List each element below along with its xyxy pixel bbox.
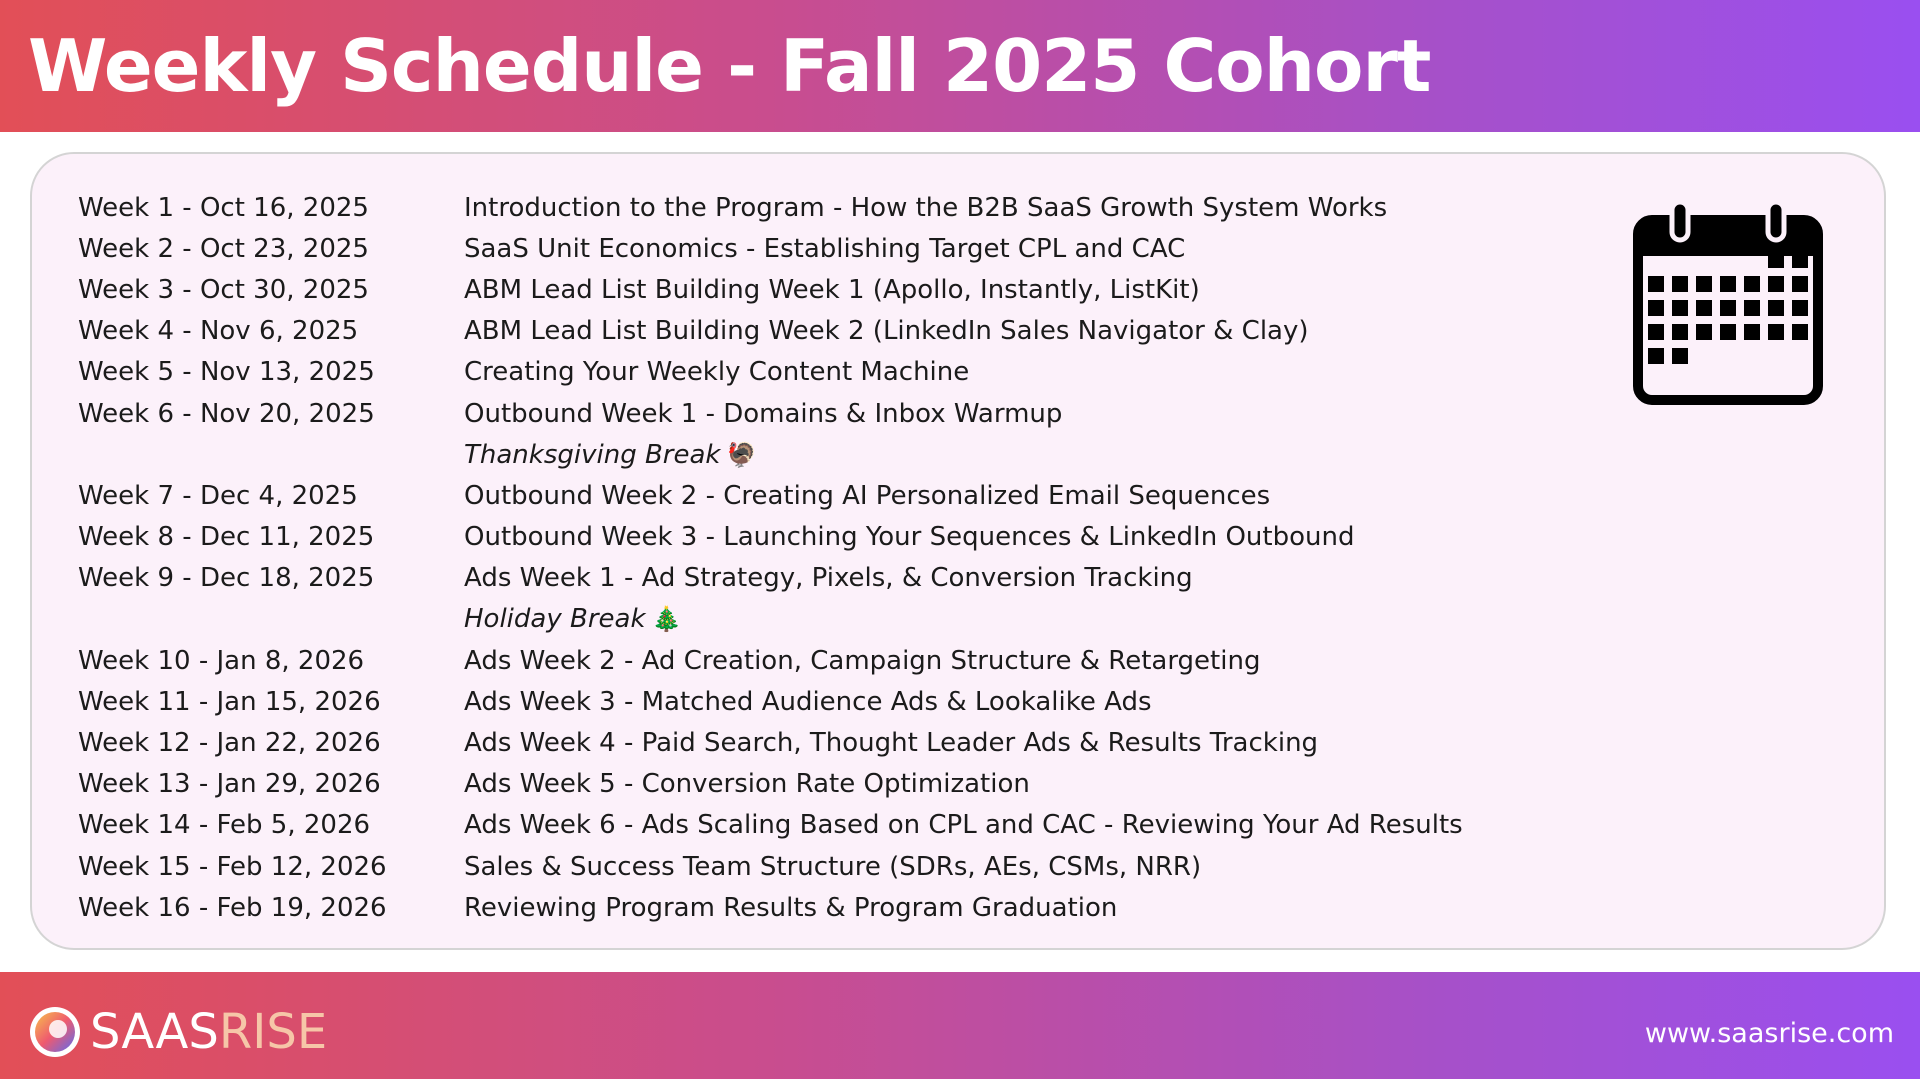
schedule-row [78,887,1478,928]
topic-text: Outbound Week 1 - Domains & Inbox Warmup [464,398,1063,429]
week-date: Week 10 - Jan 8, 2026 [78,645,365,676]
week-topic [464,193,1387,223]
calendar-day-cell [1672,348,1688,364]
calendar-day-cell [1648,276,1664,292]
week-topic [464,893,1117,923]
week-date: Week 12 - Jan 22, 2026 [78,728,381,759]
week-date: Week 9 - Dec 18, 2025 [78,563,375,594]
header-banner [0,0,1920,132]
schedule-row [78,558,1478,599]
calendar-day-cell [1792,324,1808,340]
schedule-row [78,764,1478,805]
schedule-row [78,393,1478,434]
schedule-row [78,311,1478,352]
week-date: Week 5 - Nov 13, 2025 [78,357,375,388]
website-url[interactable]: www.saasrise.com [1644,1018,1894,1049]
week-date: Week 15 - Feb 12, 2026 [78,851,387,882]
week-topic [464,316,1309,346]
topic-text: Ads Week 2 - Ad Creation, Campaign Structure & Retargeting [464,645,1261,676]
topic-text: Thanksgiving Break [464,439,721,470]
week-date: Week 8 - Dec 11, 2025 [78,522,375,553]
week-date: Week 3 - Oct 30, 2025 [78,274,369,305]
week-topic [464,810,1463,840]
week-date: Week 1 - Oct 16, 2025 [78,192,369,223]
christmas-tree-icon: 🎄 [651,605,682,634]
schedule-row [78,846,1478,887]
topic-text: Ads Week 4 - Paid Search, Thought Leader Ads & Results Tracking [464,728,1319,759]
calendar-day-cell [1696,324,1712,340]
calendar-day-cell [1744,276,1760,292]
week-date: Week 11 - Jan 15, 2026 [78,686,381,717]
week-topic [464,481,1270,511]
week-topic [464,522,1354,552]
schedule-row [78,681,1478,722]
turkey-icon: 🦃 [726,440,757,469]
calendar-day-cell [1672,300,1688,316]
week-topic [464,728,1318,758]
week-topic [464,563,1193,593]
topic-text: SaaS Unit Economics - Establishing Target CPL and CAC [464,233,1186,264]
week-date: Week 13 - Jan 29, 2026 [78,769,381,800]
topic-text: Reviewing Program Results & Program Graduation [464,892,1118,923]
week-topic [464,852,1201,882]
schedule-row [78,517,1478,558]
calendar-icon [1632,196,1824,406]
calendar-day-cell [1792,276,1808,292]
topic-text: Outbound Week 3 - Launching Your Sequences & LinkedIn Outbound [464,522,1355,553]
schedule-break-row [78,434,1478,475]
topic-text: Introduction to the Program - How the B2B SaaS Growth System Works [464,192,1388,223]
calendar-day-cell [1792,300,1808,316]
week-topic [464,234,1185,264]
schedule-row [78,722,1478,763]
break-label [464,604,681,634]
week-date: Week 16 - Feb 19, 2026 [78,892,387,923]
week-date: Week 7 - Dec 4, 2025 [78,480,358,511]
topic-text: Sales & Success Team Structure (SDRs, AEs, CSMs, NRR) [464,851,1202,882]
calendar-day-cell [1792,252,1808,268]
calendar-day-cell [1672,324,1688,340]
saasrise-logo-icon [28,1005,82,1059]
calendar-day-cell [1648,324,1664,340]
topic-text: ABM Lead List Building Week 1 (Apollo, Instantly, ListKit) [464,274,1200,305]
week-topic [464,275,1200,305]
topic-text: Ads Week 5 - Conversion Rate Optimization [464,769,1030,800]
schedule-row [78,228,1478,269]
week-date: Week 14 - Feb 5, 2026 [78,810,371,841]
calendar-day-cell [1696,276,1712,292]
topic-text: Ads Week 1 - Ad Strategy, Pixels, & Conversion Tracking [464,563,1193,594]
week-date: Week 2 - Oct 23, 2025 [78,233,369,264]
week-topic [464,357,969,387]
schedule-row [78,269,1478,310]
topic-text: Creating Your Weekly Content Machine [464,357,970,388]
calendar-day-cell [1672,276,1688,292]
week-date: Week 4 - Nov 6, 2025 [78,316,359,347]
calendar-day-cell [1720,324,1736,340]
calendar-day-cell [1744,300,1760,316]
week-topic [464,687,1152,717]
calendar-day-cell [1696,300,1712,316]
schedule-break-row [78,599,1478,640]
schedule-row [78,475,1478,516]
week-date: Week 6 - Nov 20, 2025 [78,398,375,429]
topic-text: Ads Week 3 - Matched Audience Ads & Lookalike Ads [464,686,1152,717]
schedule-row [78,352,1478,393]
topic-text: Ads Week 6 - Ads Scaling Based on CPL and CAC - Reviewing Your Ad Results [464,810,1463,841]
break-label [464,440,756,470]
calendar-day-cell [1768,252,1784,268]
brand-wordmark [90,1005,327,1059]
schedule-row [78,187,1478,228]
calendar-day-cell [1720,300,1736,316]
schedule-list [78,187,1478,928]
calendar-day-cell [1648,348,1664,364]
topic-text: Outbound Week 2 - Creating AI Personalized Email Sequences [464,480,1271,511]
week-topic [464,769,1030,799]
calendar-day-cell [1768,300,1784,316]
topic-text: ABM Lead List Building Week 2 (LinkedIn Sales Navigator & Clay) [464,316,1309,347]
brand-part-saas: SAAS [90,1004,219,1060]
calendar-day-cell [1768,324,1784,340]
calendar-day-cell [1744,324,1760,340]
week-topic [464,646,1260,676]
schedule-row [78,640,1478,681]
calendar-day-cell [1648,300,1664,316]
topic-text: Holiday Break [464,604,646,635]
calendar-day-cell [1768,276,1784,292]
brand-part-rise: RISE [218,1004,328,1060]
page-title: Weekly Schedule - Fall 2025 Cohort [28,24,1431,108]
schedule-row [78,805,1478,846]
calendar-day-cell [1720,276,1736,292]
week-topic [464,399,1062,429]
